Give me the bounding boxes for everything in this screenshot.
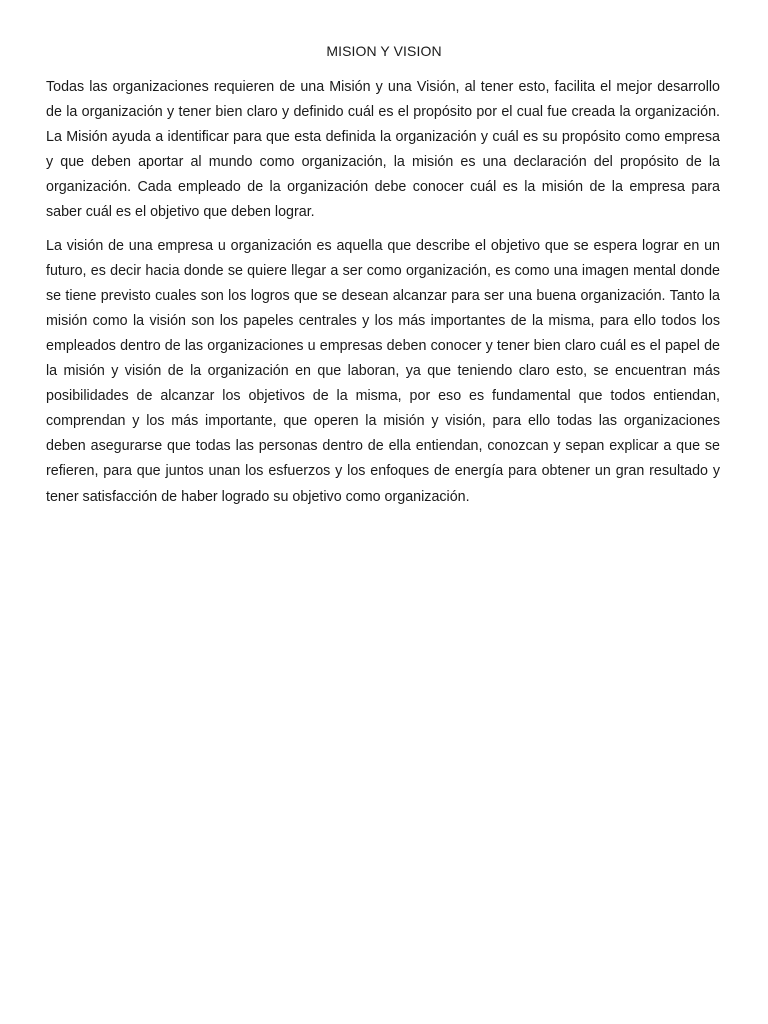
- paragraph-vision: La visión de una empresa u organización es aquella que describe el objetivo que se espera lograr en un futuro, es decir hacia donde se quiere llegar a ser como organización, es como una imagen mental donde se tiene previsto cuales son los logros que se desean alcanzar para ser una buena organización. Tanto la misión como la visión son los papeles centrales y los más importantes de la misma, para ello todos los empleados dentro de las organizaciones u empresas deben conocer y tener bien claro cuál es el papel de la misión y visión de la organización en que laboran, ya que teniendo claro esto, se encuentran más posibilidades de alcanzar los objetivos de la misma, por eso es fundamental que todos entiendan, comprendan y los más importante, que operen la misión y visión, para ello todas las organizaciones deben asegurarse que todas las personas dentro de ella entiendan, conozcan y sepan explicar a que se refieren, para que juntos unan los esfuerzos y los enfoques de energía para obtener un gran resultado y tener satisfacción de haber logrado su objetivo como organización.: [46, 237, 720, 505]
- document-title: MISION Y VISION: [326, 43, 442, 59]
- paragraph-mision: Todas las organizaciones requieren de una Misión y una Visión, al tener esto, facilita el mejor desarrollo de la organización y tener bien claro y definido cuál es el propósito por el cual fue creada la organización. La Misión ayuda a identificar para que esta definida la organización y cuál es su propósito como empresa y que deben aportar al mundo como organización, la misión es una declaración del propósito de la organización. Cada empleado de la organización debe conocer cuál es la misión de la empresa para saber cuál es el objetivo que deben lograr.: [46, 79, 720, 221]
- document-body: [46, 75, 720, 518]
